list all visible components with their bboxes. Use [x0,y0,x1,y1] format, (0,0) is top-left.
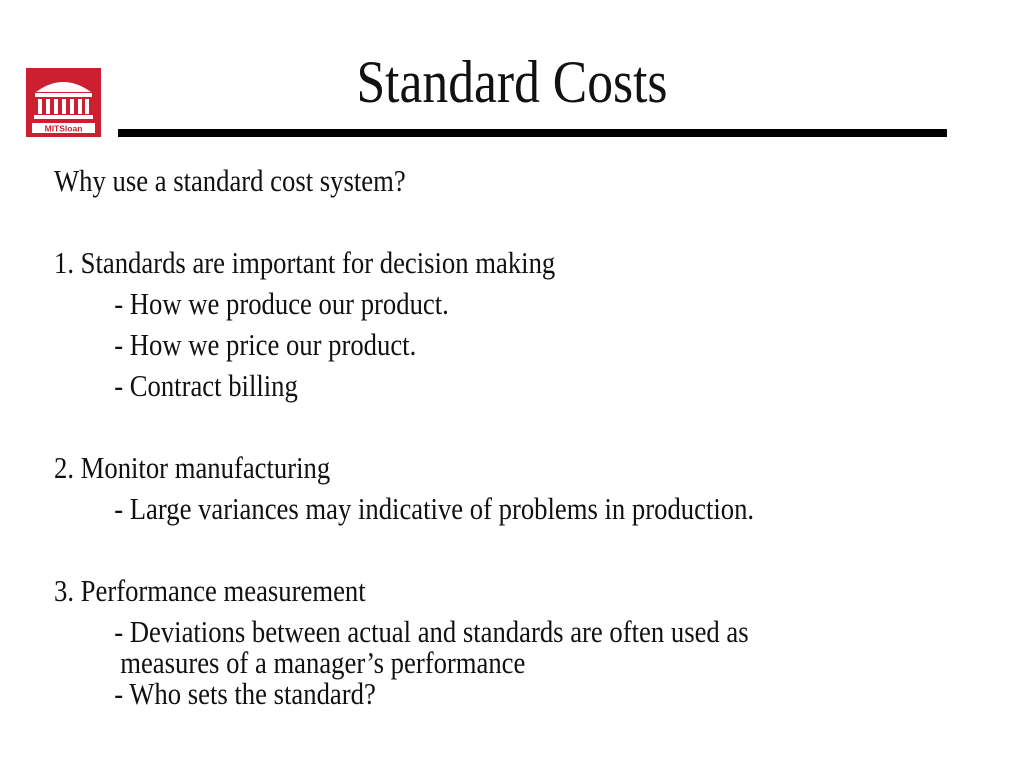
slide-body [54,160,994,714]
spacer [54,406,994,447]
spacer [54,201,994,242]
spacer [54,529,994,570]
intro-question: Why use a standard cost system? [54,163,406,198]
title-underline [118,129,947,137]
bullet-item: - Who sets the standard? [114,676,376,711]
slide-title: Standard Costs [356,49,668,115]
bullet-item: - Large variances may indicative of problems in production. [114,491,755,526]
bullet-item: - Deviations between actual and standards are often used as [114,614,749,649]
section-heading-3: 3. Performance measurement [54,573,366,608]
section-heading-2: 2. Monitor manufacturing [54,450,331,485]
bullet-item-continuation: measures of a manager’s performance [120,645,526,680]
section-heading-1: 1. Standards are important for decision making [54,245,556,280]
bullet-item: - How we price our product. [114,327,417,362]
logo-wordmark: MITSloan [44,123,83,134]
bullet-item: - How we produce our product. [114,286,449,321]
bullet-item: - Contract billing [114,368,298,403]
